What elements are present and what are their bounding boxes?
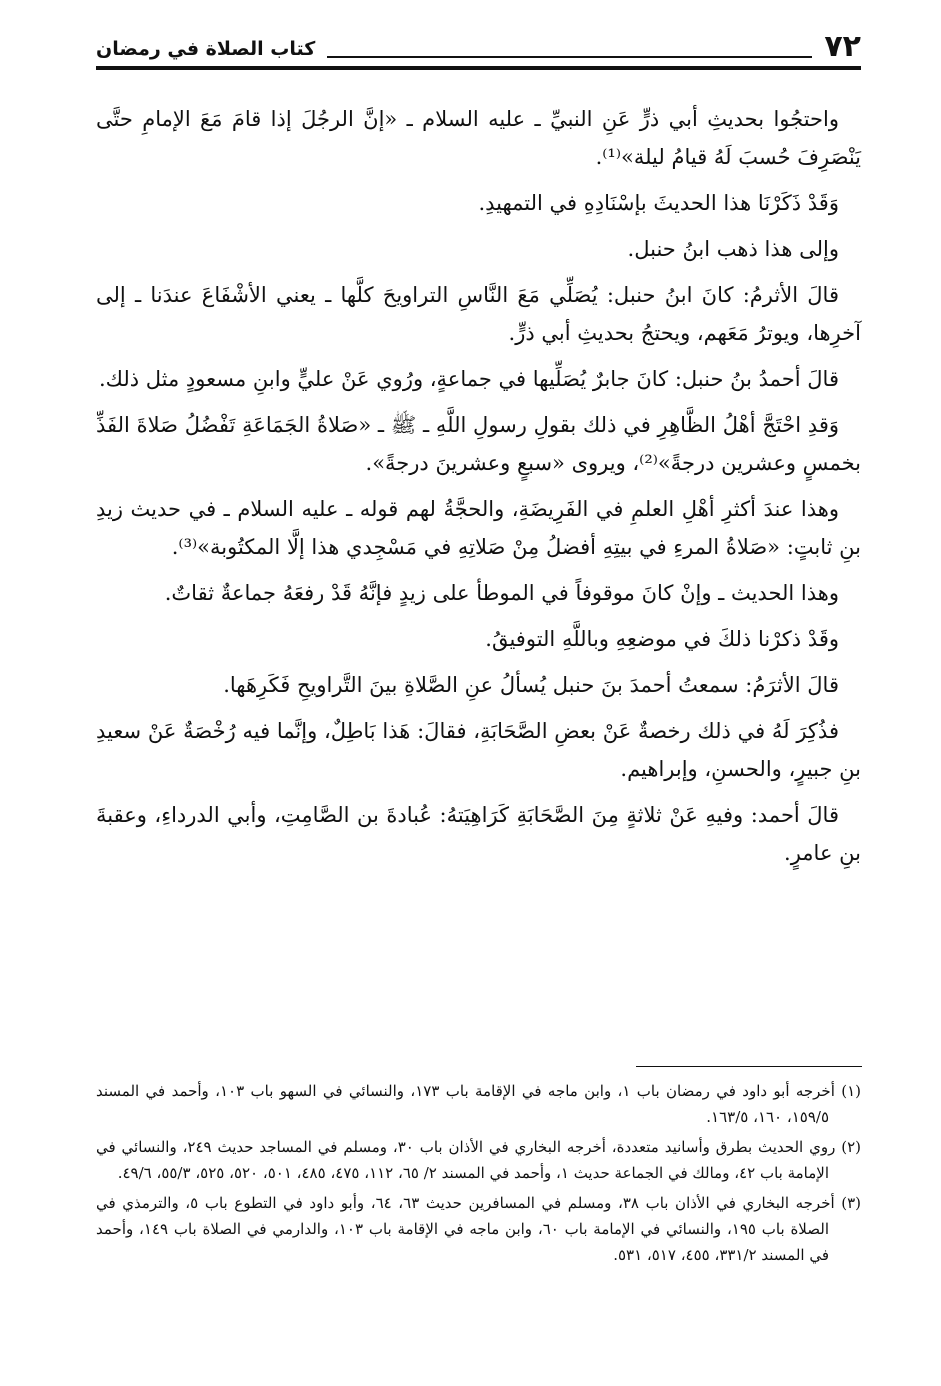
paragraph: قالَ أحمد: وفيهِ عَنْ ثلاثةٍ مِنَ الصَّحَابَةِ كَرَاهِيَتهُ: عُبادةَ بن الصَّامِتِ، وأبي الدرداءِ، وعقبةَ بنِ عامرٍ. xyxy=(96,803,861,865)
paragraph: وَقَدْ ذَكَرْنَا هذا الحديثَ بإسْنَادِهِ في التمهيدِ. xyxy=(478,191,839,215)
footnote: (١) أخرجه أبو داود في رمضان باب ١، وابن ماجه في الإقامة باب ١٧٣، والنسائي في السهو باب ١٠٣، وأحمد في المسند ١٥٩/٥، ١٦٠، ١٦٣/٥. xyxy=(96,1082,862,1126)
paragraph: قالَ الأثرَمُ: سمعتُ أحمدَ بنَ حنبل يُسألُ عنِ الصَّلاةِ بينَ التَّراويحِ فَكَرِهَها. xyxy=(223,673,839,697)
main-text xyxy=(96,100,861,880)
paragraph: فذُكِرَ لَهُ في ذلك رخصةٌ عَنْ بعضِ الصَّحَابَةِ، فقالَ: هَذا بَاطِلٌ، وإنَّما فيه رُخْصَةٌ عَنْ سعيدِ بنِ جبيرٍ، والحسنِ، وإبراهيم. xyxy=(96,719,861,781)
footnote: (٣) أخرجه البخاري في الأذان باب ٣٨، ومسلم في المسافرين حديث ٦٣، ٦٤، وأبو داود في التطوع باب ٥، والترمذي في الصلاة باب ١٩٥، والنسائي في الإمامة باب ٦٠، وابن ماجه في الإقامة باب ١٠٣، والدارمي في الصلاة باب ١٤٩، وأحمد في المسند ٣٣١/٢، ٤٥٥، ٥١٧، ٥٣١. xyxy=(96,1194,862,1264)
paragraph: قالَ الأثرمُ: كانَ ابنُ حنبل: يُصَلِّي مَعَ النَّاسِ التراويحَ كلَّها ـ يعني الأشْفَاعَ عندَنا ـ إلى آخرِها، ويوترُ مَعَهم، ويحتجُ بحديثِ أبي ذرٍّ. xyxy=(96,283,861,345)
paragraph: وإلى هذا ذهب ابنُ حنبل. xyxy=(627,237,839,261)
running-title: كتاب الصلاة في رمضان xyxy=(96,38,316,60)
paragraph: قالَ أحمدُ بنُ حنبل: كانَ جابرٌ يُصَلِّيها في جماعةٍ، ورُوي عَنْ عليٍّ وابنِ مسعودٍ مثل ذلك. xyxy=(98,367,839,391)
footnote: (٢) روي الحديث بطرق وأسانيد متعددة، أخرجه البخاري في الأذان باب ٣٠، ومسلم في المساجد حديث ٢٤٩، والنسائي في الإمامة باب ٤٢، ومالك في الجماعة حديث ١، وأحمد في المسند ٢/ ٦٥، ١١٢، ٤٧٥، ٤٨٥، ٥٠١، ٥٢٠، ٥٢٥، ٥٥/٣، ٤٩/٦. xyxy=(96,1138,861,1182)
paragraph: وقَدْ ذكرْنا ذلكَ في موضعِهِ وباللَّهِ التوفيقُ. xyxy=(485,627,839,651)
paragraph: واحتجُوا بحديثِ أبي ذرٍّ عَنِ النبيِّ ـ عليه السلام ـ «إنَّ الرجُلَ إذا قامَ مَعَ الإمامِ حتَّى يَنْصَرِفَ حُسبَ لَهُ قيامُ ليلة»⁽¹⁾. xyxy=(96,107,861,169)
paragraph: وَقدِ احْتَجَّ أهْلُ الظَّاهِرِ في ذلك بقولِ رسولِ اللَّهِ ـ ﷺ ـ «صَلاةُ الجَمَاعَةِ تَفْضُلُ صَلاةَ الفَذِّ بخمسٍ وعشرين درجةً»⁽²⁾، ويروى «سبعٍ وعشرينَ درجةً». xyxy=(96,413,861,475)
paragraph: وهذا عندَ أكثرِ أهْلِ العلمِ في الفَرِيضَةِ، والحجَّةُ لهم قوله ـ عليه السلام ـ في حديث زيدِ بنِ ثابتٍ: «صَلاةُ المرءِ في بيتِهِ أفضلُ مِنْ صَلاتِهِ في مَسْجِدي هذا إلَّا المكتُوبة»⁽³⁾. xyxy=(96,497,861,559)
footnote-separator xyxy=(636,1066,862,1067)
page-header xyxy=(96,26,861,70)
footnotes xyxy=(96,1078,861,1272)
header-rule xyxy=(327,56,812,58)
page-number: ٧٢ xyxy=(824,29,861,64)
paragraph: وهذا الحديث ـ وإنْ كانَ موقوفاً في الموطأ على زيدٍ فإنَّهُ قَدْ رفعَهُ جماعةٌ ثقاتٌ. xyxy=(164,581,839,605)
